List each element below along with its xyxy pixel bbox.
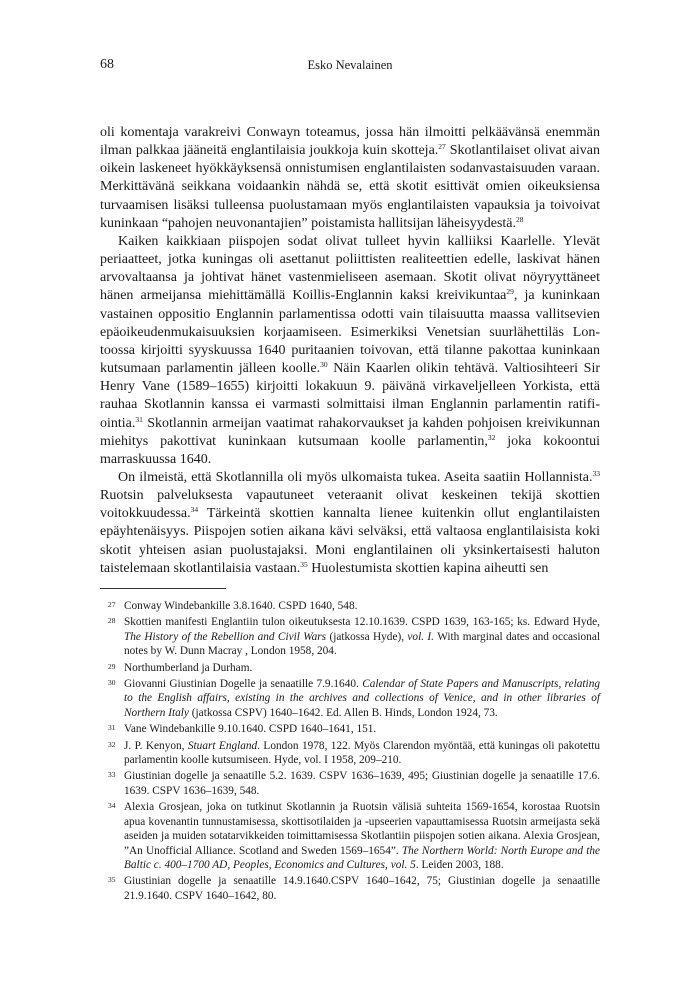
text-run: Giustinian dogelle ja senaatille 5.2. 1639. CSPV 1636–1639, 495; Giustinian dogelle ja senaatille 17.6. 1639. CSPV 1636–1639, 548. [124,770,600,797]
text-run: Kaiken kaikkiaan piispojen sodat olivat tulleet hyvin kalliiksi Kaarlelle. Ylevät periaatteet, jotka kuningas oli asettanut poliittisten realiteettien edelle, laskivat hänen arvovaltaansa ja johtivat hänet vastenmieliseen asemaan. Skotit olivat nöyryyttäneet hänen armeijansa miehittämällä Koillis-Englannin kaksi kreivikuntaa [100,233,600,304]
footnote-number: 31 [108,723,116,733]
paragraph [100,124,600,233]
text-run: Skottien manifesti Englantiin tulon oikeutuksesta 12.10.1639. CSPD 1639, 163-165; ks. Edward Hyde, [124,616,600,629]
italic-title: vol. I. [407,630,435,643]
page-number: 68 [100,57,114,72]
footnote [100,677,600,720]
text-run: Northumberland ja Durham. [124,661,253,674]
footnote-number: 34 [108,801,116,811]
italic-title: Calendar of State Papers and Manuscripts, relating to the English affairs, existing in the archives and collections of Venice, and in other libraries of Northern Italy [124,678,600,719]
footnote-number: 28 [108,616,116,626]
paragraph [100,233,600,469]
footnote-number: 33 [108,770,116,780]
text-run: Skotlannin armeijan vaatimat rahakorvaukset ja kahden pohjoisen kreivikunnan miehitys pakottivat kuninkaan kutsumaan koolle parlamentin, [100,415,600,449]
footnote-ref: 32 [487,432,496,442]
running-head: Esko Nevalainen [307,58,393,72]
footnote-ref: 28 [516,214,524,224]
body-text [100,124,600,578]
text-run: Vane Windebankille 9.10.1640. CSPD 1640–1641, 151. [124,723,377,736]
footnote-ref: 34 [190,505,199,515]
text-run: . Leiden 2003, 188. [415,858,504,871]
footnote [100,800,600,872]
text-run: With marginal dates and occasional notes by W. Dunn Macray , London 1958, 204. [124,630,600,658]
footnote-ref: 27 [438,142,446,152]
text-run: J. P. Kenyon, [124,739,188,752]
footnote [100,661,600,675]
text-run: Ruotsin palveluksesta vapautuneet veteraanit olivat keskeinen tekijä skottien voitokkuudessa. [100,488,600,522]
text-run: Giustinian dogelle ja senaatille 14.9.1640.CSPV 1640–1642, 75; Giustinian dogelle ja senaatille 21.9.1640. CSPV 1640–1642, 80. [124,875,600,902]
footnote-ref: 29 [506,287,514,297]
footnotes [100,599,600,905]
footnote-number: 29 [108,661,116,671]
text-run: . London 1978, 122. Myös Clarendon myöntää, että kuningas oli pakotettu parlamentin koolle kutsumiseen. Hyde, vol. I 1958, 209–210. [124,739,600,767]
footnote [100,615,600,658]
text-run: Huolestumista skottien kapina aiheutti sen [307,560,549,576]
footnote [100,599,600,613]
text-run: Näin Kaarlen olikin tehtävä. Valtiosihteeri Sir Henry Vane (1589–1655) kirjoitti lokakuun 9. päivänä virkaveljelleen Yorkista, että rauhaa Skotlannin kanssa ei varmasti solmittaisi ilman Englannin parlamentin ratifiointia. [100,361,601,431]
text-run: Alexia Grosjean, joka on tutkinut Skotlannin ja Ruotsin välisiä suhteita 1569-1654, korostaa Ruotsin apua kovenantin tunnustamisessa, skottisotilaiden ja -upseerien vapauttamisessa Ruotsin armeijasta sekä aseiden ja muiden sotatarvikkeiden toimittamisessa Skotlantiin piispojen sotien aikana. Alexia Grosjean, ”An Unofficial Alliance. Scotland and Sweden 1569–1654”. [124,801,600,857]
text-run: Giovanni Giustinian Dogelle ja senaatille 7.9.1640. [124,678,363,691]
italic-title: The Northern World: North Europe and the Baltic c. 400–1700 AD, Peoples, Economics and Cultures, vol. 5 [124,844,601,871]
footnote-ref: 30 [320,360,328,370]
text-run: oli komentaja varakreivi Conwayn toteamus, jossa hän ilmoitti pelkäävänsä enemmän ilman palkkaa jääneitä englantilaisia joukkoja kuin skotteja. [100,125,600,159]
italic-title: The History of the Rebellion and Civil Wars [124,630,327,643]
text-run: Conway Windebankille 3.8.1640. CSPD 1640, 548. [124,600,358,612]
footnote [100,769,600,798]
paragraph [100,469,600,578]
footnote [100,739,600,768]
footnote-number: 30 [108,678,116,688]
text-run: (jatkossa CSPV) 1640–1642. Ed. Allen B. Hinds, London 1924, 73. [188,706,498,719]
footnote-ref: 33 [592,468,600,478]
footnote [100,874,600,903]
footnote-number: 27 [108,600,116,609]
text-run: joka kokoontui marraskuussa 1640. [100,433,600,467]
footnote-number: 35 [108,875,116,885]
footnote-number: 32 [108,739,116,749]
footnote-separator [100,588,226,589]
text-run: On ilmeistä, että Skotlannilla oli myös ulkomaista tukea. Aseita saatiin Hollannista. [118,469,593,485]
italic-title: Stuart England [187,739,258,752]
text-run: , ja kuninkaan vastainen oppositio Englannin parlamentissa odotti vain tilaisuutta maassa vallitsevien epäoikeudenmukaisuuksien korjaamiseen. Esimerkiksi Venetsian suurlähettiläs Lontoossa kirjoitti syyskuussa 1640 puritaanien toivovan, että tilanne pakottaa kuninkaan kutsumaan parlamentin jälleen koolle. [100,288,600,377]
text-run: Tärkeintä skottien kannalta lienee kuitenkin ollut englantilaisten epäyhtenäisyys. Piispojen sotien aikana kävi selväksi, että valtaosa englantilaisista koki skotit yhteisen asian puolustajaksi. Moni englantilainen oli yksinkertaisesti haluton taistelemaan skotlantilaisia vastaan. [100,506,600,576]
footnote [100,722,600,736]
footnote-ref: 31 [135,414,143,424]
text-run: (jatkossa Hyde), [326,630,408,643]
footnote-ref: 35 [300,559,308,569]
text-run: Skotlantilaiset olivat aivan oikein laskeneet hyökkäyksensä onnistumisen englantilaisten sodanvastaisuuden varaan. Merkittävänä seikkana voidaankin nähdä se, että skotit esittivät omien oikeuksiensa turvaamisen lisäksi tulleensa puolustamaan myös englantilaisten vapauksia ja toivoivat kuninkaan “pahojen neuvonantajien” poistamista hallitsijan läheisyydestä. [100,143,600,231]
